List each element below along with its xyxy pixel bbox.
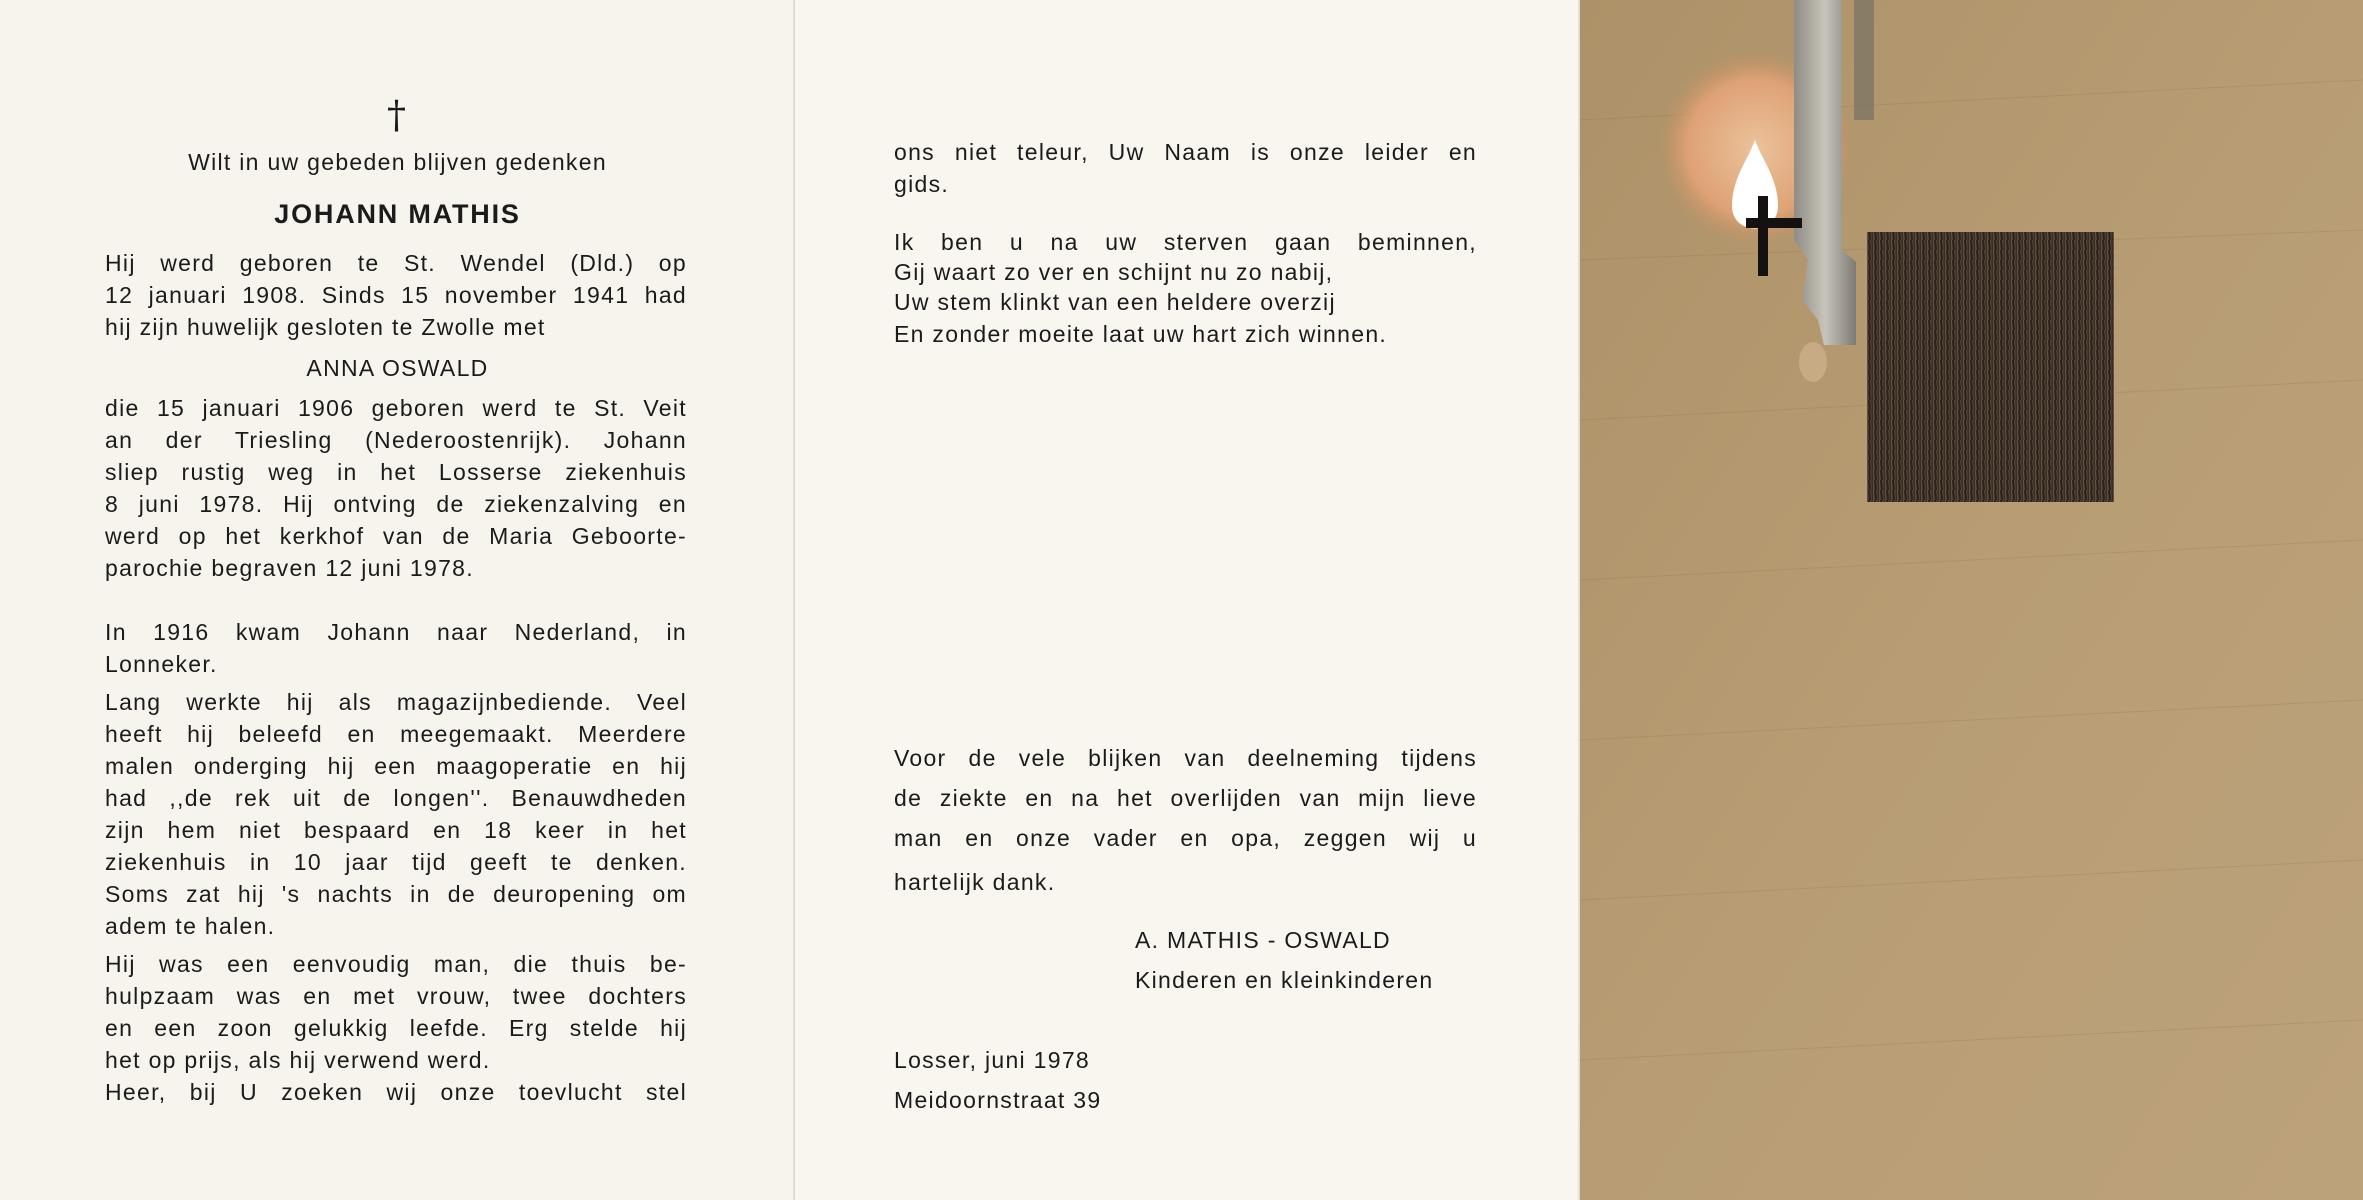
para4-line: zijn hem niet bespaard en 18 keer in het [105,817,687,843]
middle-panel [795,0,1580,1200]
cross-icon-bar [1746,218,1802,228]
para5-line: Heer, bij U zoeken wij onze toevlucht stel [105,1079,687,1105]
para3-line: In 1916 kwam Johann naar Nederland, in [105,619,687,645]
candle-body [1867,232,2114,502]
para4-line: had ,,de rek uit de longen''. Benauwdheden [105,785,687,811]
wax-drip [1799,342,1827,382]
para4-line: Soms zat hij 's nachts in de deuropening om [105,881,687,907]
candle-artwork [1580,0,2363,1200]
signature: A. MATHIS - OSWALD [1135,927,1391,953]
poem-line: Gij waart zo ver en schijnt nu zo nabij, [894,259,1334,285]
thanks-line: hartelijk dank. [894,869,1056,895]
para2-line: an der Triesling (Nederoostenrijk). Johann [105,427,687,453]
para4-line: ziekenhuis in 10 jaar tijd geeft te denken. [105,849,687,875]
para2-line: werd op het kerkhof van de Maria Geboorte- [105,523,687,549]
para1-line: Hij werd geboren te St. Wendel (Dld.) op [105,250,687,276]
spouse-name: ANNA OSWALD [306,355,489,381]
intro-line: Wilt in uw gebeden blijven gedenken [188,149,607,175]
para4-line: heeft hij beleefd en meegemaakt. Meerdere [105,721,687,747]
thanks-line: de ziekte en na het overlijden van mijn lieve [894,785,1477,811]
para2-line: parochie begraven 12 juni 1978. [105,555,474,581]
poem-line: Uw stem klinkt van een heldere overzij [894,289,1336,315]
para2-line: 8 juni 1978. Hij ontving de ziekenzalving en [105,491,687,517]
para5-line: hulpzaam was en met vrouw, twee dochters [105,983,687,1009]
poem-line: Ik ben u na uw sterven gaan beminnen, [894,229,1477,255]
para2-line: sliep rustig weg in het Losserse ziekenhuis [105,459,687,485]
thanks-line: man en onze vader en opa, zeggen wij u [894,825,1477,851]
thanks-line: Voor de vele blijken van deelneming tijdens [894,745,1477,771]
continuation-line: gids. [894,171,950,197]
deceased-name: JOHANN MATHIS [274,199,521,229]
para5-line: Hij was een eenvoudig man, die thuis be- [105,951,687,977]
para4-line: Lang werkte hij als magazijnbediende. Veel [105,689,687,715]
para1-line: 12 januari 1908. Sinds 15 november 1941 had [105,282,687,308]
para4-line: adem te halen. [105,913,276,939]
address: Meidoornstraat 39 [894,1087,1102,1113]
para5-line: en een zoon gelukkig leefde. Erg stelde hij [105,1015,687,1041]
para4-line: malen onderging hij een maagoperatie en hij [105,753,687,779]
para2-line: die 15 januari 1906 geboren werd te St. Veit [105,395,687,421]
para5-line: het op prijs, als hij verwend werd. [105,1047,491,1073]
artwork-panel [1580,0,2363,1200]
place-date: Losser, juni 1978 [894,1047,1091,1073]
left-panel [0,0,795,1200]
poem-line: En zonder moeite laat uw hart zich winnen. [894,321,1388,347]
para1-line: hij zijn huwelijk gesloten te Zwolle met [105,314,546,340]
para3-line: Lonneker. [105,651,218,677]
family-line: Kinderen en kleinkinderen [1135,967,1434,993]
cross-icon-stem [1758,196,1768,276]
continuation-line: ons niet teleur, Uw Naam is onze leider en [894,139,1477,165]
cross-symbol: † [387,93,406,137]
